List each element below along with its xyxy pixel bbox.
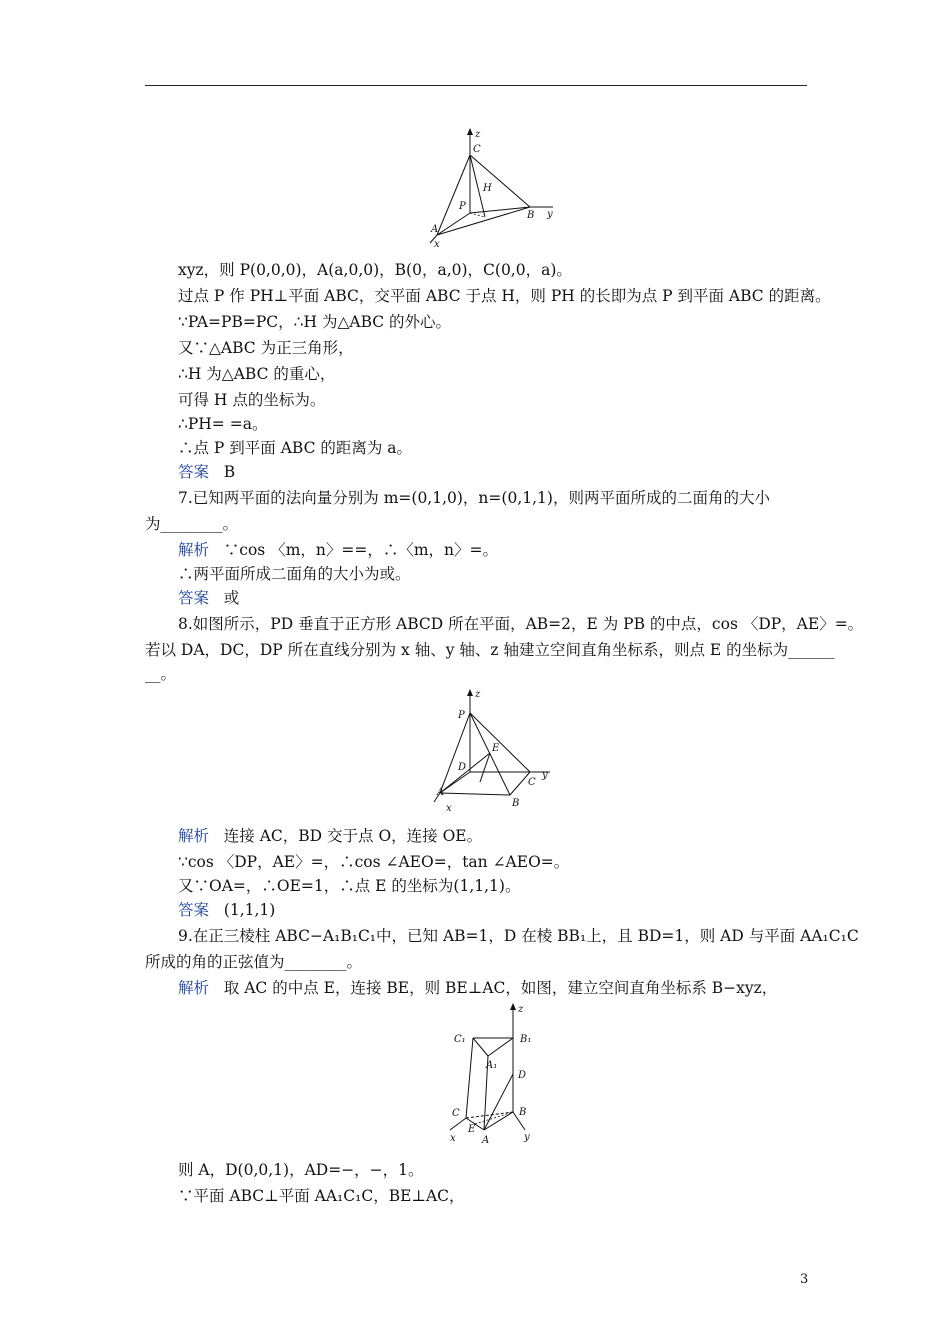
fig3-label: B	[519, 1107, 527, 1118]
fig1-label: C	[473, 144, 481, 155]
text-line: ∴H 为△ABC 的重心，	[178, 365, 336, 383]
answer-label: 答案	[178, 589, 210, 607]
fig1-label: y	[547, 209, 553, 220]
fig3-label: E	[468, 1124, 476, 1135]
fig3-label: z	[518, 1004, 524, 1015]
text-line: 过点 P 作 PH⊥平面 ABC，交平面 ABC 于点 H，则 PH 的长即为点 P 到平面 ABC 的距离。	[178, 287, 831, 305]
page-number: 3	[800, 1272, 809, 1287]
answer-line	[178, 588, 239, 608]
fig3-label: D	[518, 1070, 527, 1081]
fig2-label: x	[446, 803, 452, 813]
solution-line	[178, 978, 777, 998]
question-line: 所成的角的正弦值为________。	[145, 953, 363, 971]
solution-label: 解析	[178, 979, 210, 997]
fig2-label: C	[528, 777, 536, 788]
solution-text: 连接 AC，BD 交于点 O，连接 OE。	[223, 827, 483, 845]
text-line: ∴PH= =a。	[178, 415, 268, 433]
answer-text: B	[223, 463, 236, 481]
fig2-label: B	[512, 798, 520, 809]
fig3-label: y	[524, 1132, 530, 1143]
text-line: 可得 H 点的坐标为。	[178, 391, 326, 409]
header-rule	[145, 85, 807, 86]
fig3-label: C₁	[454, 1034, 466, 1045]
text-line: xyz，则 P(0,0,0)，A(a,0,0)，B(0，a,0)，C(0,0，a)。	[178, 261, 572, 279]
fig2-label: P	[458, 710, 465, 721]
answer-label: 答案	[178, 901, 210, 919]
fig3-label: A	[482, 1135, 490, 1146]
fig3-label: A₁	[486, 1060, 498, 1071]
fig1-label: A	[431, 224, 439, 235]
fig1-label: P	[459, 201, 466, 212]
answer-text: (1,1,1)	[223, 901, 276, 919]
solution-label: 解析	[178, 827, 210, 845]
solution-text: 取 AC 的中点 E，连接 BE，则 BE⊥AC，如图，建立空间直角坐标系 B−xyz，	[223, 979, 778, 997]
solution-line	[178, 826, 482, 846]
fig1-label: z	[475, 129, 481, 140]
solution-text: ∵cos 〈m，n〉==，∴〈m，n〉=。	[223, 541, 499, 559]
figure-tetrahedron	[415, 125, 565, 250]
figure-pyramid	[420, 688, 560, 813]
text-line: 又∵△ABC 为正三角形，	[178, 339, 354, 357]
fig3-label: C	[452, 1108, 460, 1119]
answer-text: 或	[223, 589, 240, 607]
fig2-label: z	[475, 689, 481, 700]
question-line: 7.已知两平面的法向量分别为 m=(0,1,0)，n=(0,1,1)，则两平面所成的二面角的大小	[178, 489, 770, 507]
solution-line	[178, 540, 498, 560]
text-line: 则 A，D(0,0,1)，AD=−，−，1。	[178, 1161, 424, 1179]
answer-line	[178, 462, 235, 482]
text-line: ∴点 P 到平面 ABC 的距离为 a。	[178, 439, 413, 457]
text-line: ∴两平面所成二面角的大小为或。	[178, 565, 411, 583]
question-line: 若以 DA，DC，DP 所在直线分别为 x 轴、y 轴、z 轴建立空间直角坐标系，则点 E 的坐标为______	[145, 641, 835, 659]
answer-line	[178, 900, 275, 920]
text-line: ∵PA=PB=PC，∴H 为△ABC 的外心。	[178, 313, 452, 331]
answer-label: 答案	[178, 463, 210, 481]
fig3-label: B₁	[520, 1034, 532, 1045]
fig2-label: A	[437, 787, 445, 798]
question-line: 9.在正三棱柱 ABC−A₁B₁C₁中，已知 AB=1，D 在棱 BB₁上，且 BD=1，则 AD 与平面 AA₁C₁C	[178, 927, 859, 945]
question-line: 为________。	[145, 515, 239, 533]
figure-prism	[440, 1002, 550, 1147]
question-line: __。	[145, 665, 177, 683]
fig2-label: y	[542, 770, 548, 781]
text-line: ∵cos 〈DP，AE〉=，∴cos ∠AEO=，tan ∠AEO=。	[178, 853, 570, 871]
fig2-label: E	[492, 743, 500, 754]
text-line: 又∵OA=，∴OE=1，∴点 E 的坐标为(1,1,1)。	[178, 877, 521, 895]
fig1-label: H	[483, 183, 492, 194]
question-line: 8.如图所示，PD 垂直于正方形 ABCD 所在平面，AB=2，E 为 PB 的中点，cos 〈DP，AE〉=。	[178, 615, 864, 633]
fig2-label: D	[458, 762, 467, 773]
solution-label: 解析	[178, 541, 210, 559]
fig1-label: x	[434, 239, 440, 250]
fig3-label: x	[450, 1133, 456, 1144]
fig1-label: B	[527, 210, 535, 221]
text-line: ∵平面 ABC⊥平面 AA₁C₁C，BE⊥AC，	[178, 1187, 465, 1205]
